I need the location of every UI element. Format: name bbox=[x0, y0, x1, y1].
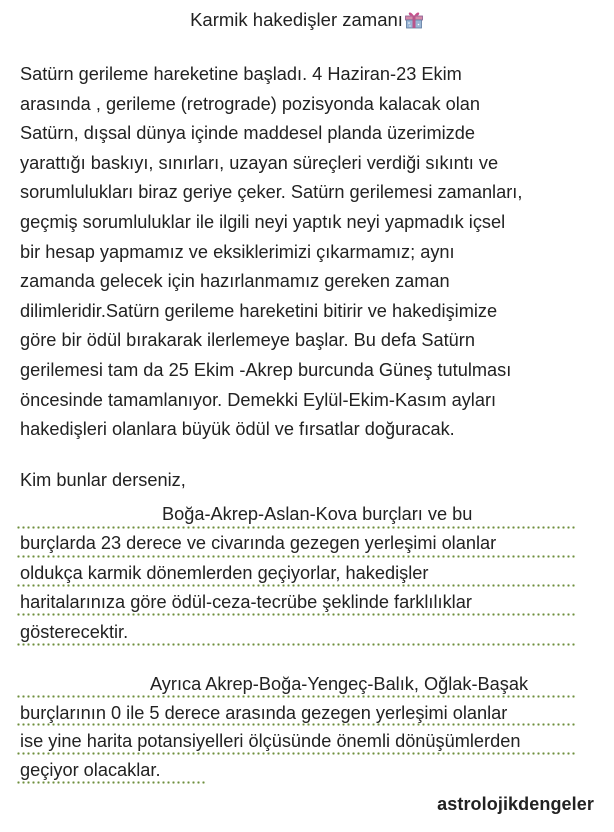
text-line: geçmiş sorumluluklar ile ilgili neyi yaptık neyi yapmadık içsel bbox=[20, 211, 506, 232]
dotted-underline bbox=[16, 555, 576, 558]
text-line: yarattığı baskıyı, sınırları, uzayan süreçleri verdiği sıkıntı ve bbox=[20, 152, 499, 173]
text-line: ise yine harita potansiyelleri ölçüsünde önemli dönüşümlerden bbox=[20, 731, 521, 752]
text-line: oldukça karmik dönemlerden geçiyorlar, hakedişler bbox=[20, 562, 429, 583]
paragraph-signs-23-degree bbox=[20, 500, 610, 647]
author-signature: astrolojikdengeler bbox=[437, 794, 594, 814]
text-line: gerilemesi tam da 25 Ekim -Akrep burcunda Güneş tutulması bbox=[20, 359, 512, 380]
dotted-underline bbox=[16, 723, 576, 726]
text-line: Boğa-Akrep-Aslan-Kova burçları ve bu bbox=[162, 504, 473, 524]
dotted-underline bbox=[16, 643, 576, 646]
dotted-underline bbox=[16, 584, 576, 587]
post-title bbox=[0, 8, 614, 32]
text-line: arasında , gerileme (retrograde) pozisyonda kalacak olan bbox=[20, 93, 480, 114]
dotted-underline bbox=[16, 526, 576, 529]
text-line: burçlarının 0 ile 5 derece arasında gezegen yerleşimi olanlar bbox=[20, 702, 508, 723]
paragraph-signs-0-5-degree bbox=[20, 670, 610, 784]
dotted-underline bbox=[16, 781, 206, 784]
text-line: hakedişleri olanlara büyük ödül ve fırsatlar doğuracak. bbox=[20, 419, 455, 440]
intro-text: Kim bunlar derseniz, bbox=[20, 470, 186, 490]
post-title-text: Karmik hakedişler zamanı bbox=[190, 9, 403, 30]
dotted-underline bbox=[16, 752, 576, 755]
intro-line bbox=[20, 466, 610, 496]
text-line: zamanda gelecek için hazırlanmamız gereken zaman bbox=[20, 271, 450, 292]
text-line: sorumlulukları biraz geriye çeker. Satürn gerilemesi zamanları, bbox=[20, 182, 523, 203]
text-line: bir hesap yapmamız ve eksiklerimizi çıkarmamız; aynı bbox=[20, 241, 455, 262]
text-line: Ayrıca Akrep-Boğa-Yengeç-Balık, Oğlak-Başak bbox=[150, 674, 529, 694]
text-line: dilimleridir.Satürn gerileme hareketini bitirir ve hakedişimize bbox=[20, 300, 498, 321]
text-line: göre bir ödül bırakarak ilerlemeye başlar. Bu defa Satürn bbox=[20, 330, 475, 351]
text-line: geçiyor olacaklar. bbox=[20, 759, 161, 780]
paragraph-saturn-retrograde bbox=[20, 60, 610, 445]
gift-icon bbox=[404, 9, 424, 29]
text-line: gösterecektir. bbox=[20, 621, 129, 642]
dotted-underline bbox=[16, 613, 576, 616]
text-line: Satürn, dışsal dünya içinde maddesel planda üzerimizde bbox=[20, 123, 475, 144]
text-line: haritalarınıza göre ödül-ceza-tecrübe şeklinde farklılıklar bbox=[20, 592, 472, 613]
text-line: burçlarda 23 derece ve civarında gezegen yerleşimi olanlar bbox=[20, 533, 497, 554]
dotted-underline bbox=[16, 695, 576, 698]
text-line: öncesinde tamamlanıyor. Demekki Eylül-Ekim-Kasım ayları bbox=[20, 389, 497, 410]
text-line: Satürn gerileme hareketine başladı. 4 Haziran-23 Ekim bbox=[20, 64, 462, 84]
